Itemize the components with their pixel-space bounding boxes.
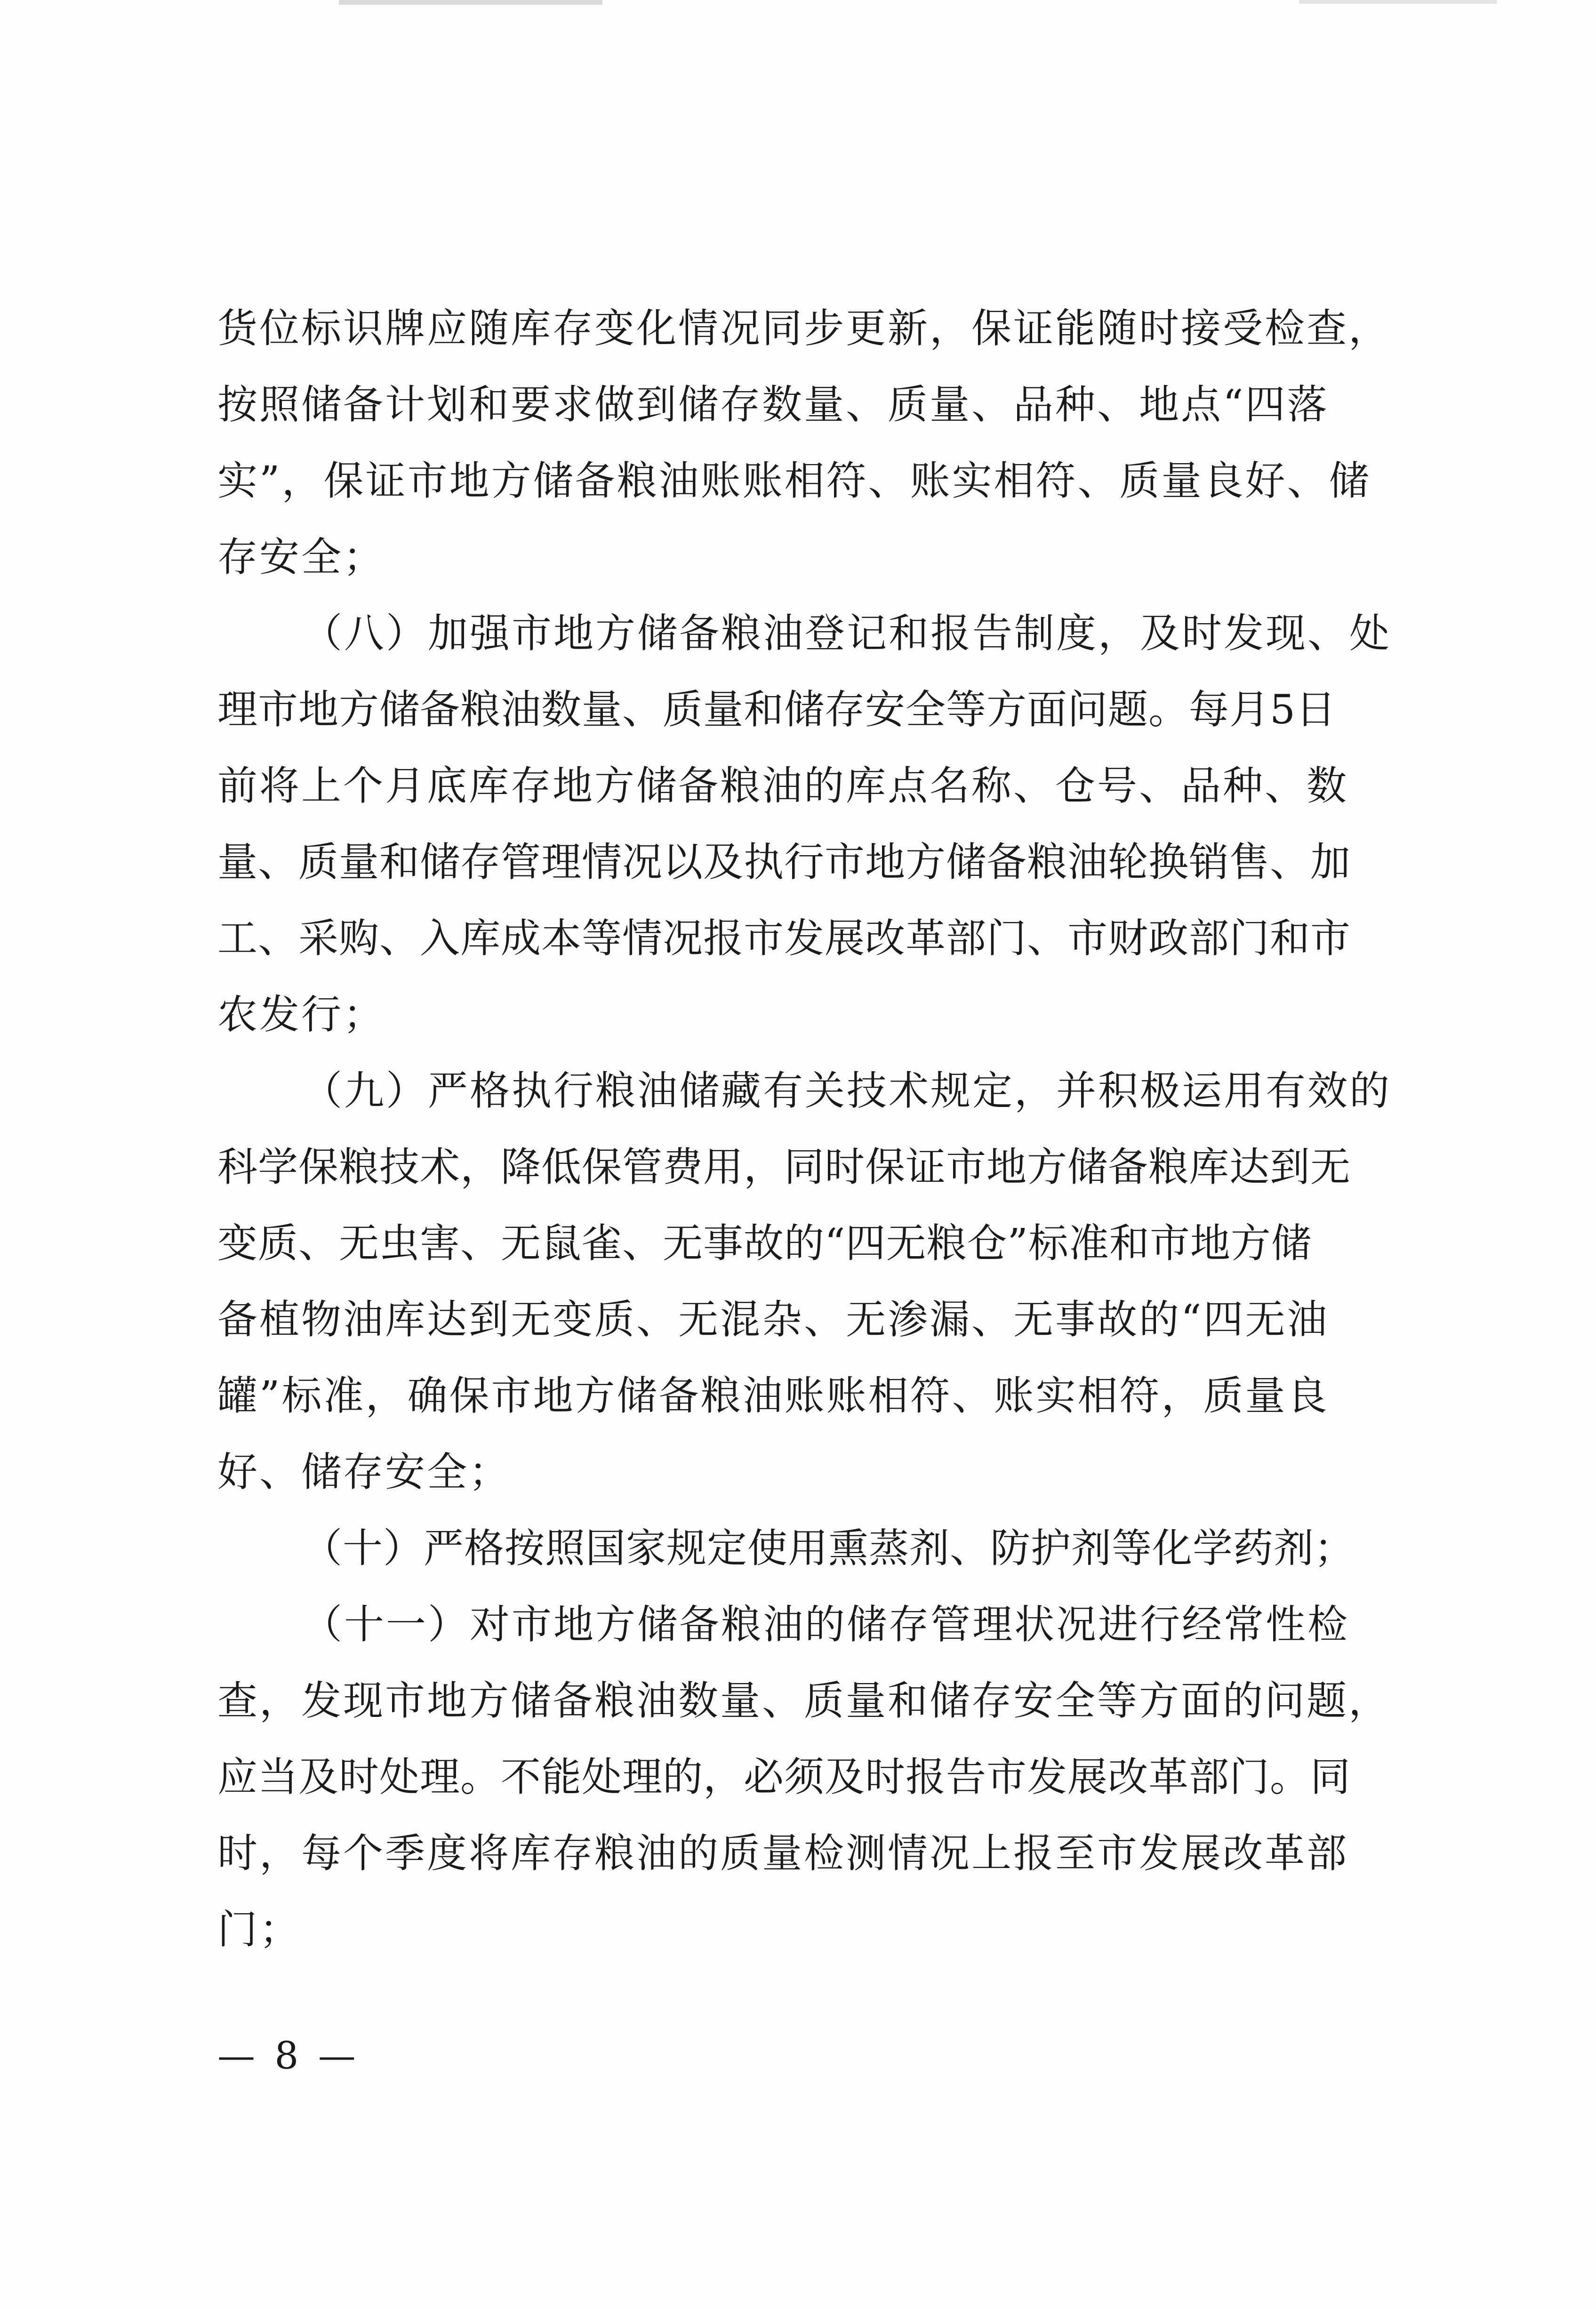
text-line: 应当及时处理。不能处理的，必须及时报告市发展改革部门。同 bbox=[217, 1754, 1351, 1801]
text-line: 农发行； bbox=[217, 992, 385, 1038]
paragraph-start-10: （十）严格按照国家规定使用熏蒸剂、防护剂等化学药剂； bbox=[302, 1525, 1355, 1572]
text-line: 前将上个月底库存地方储备粮油的库点名称、仓号、品种、数 bbox=[217, 763, 1349, 810]
text-line: 实”，保证市地方储备粮油账账相符、账实相符、质量良好、储 bbox=[217, 458, 1371, 505]
paragraph-start-9: （九）严格执行粮油储藏有关技术规定，并积极运用有效的 bbox=[302, 1068, 1392, 1114]
scan-edge-mark bbox=[339, 0, 602, 5]
text-line: 门； bbox=[217, 1907, 302, 1953]
text-line: 好、储存安全； bbox=[217, 1449, 511, 1496]
text-line: 查，发现市地方储备粮油数量、质量和储存安全等方面的问题， bbox=[217, 1678, 1391, 1724]
text-line: 罐”标准，确保市地方储备粮油账账相符、账实相符，质量良 bbox=[217, 1373, 1329, 1419]
text-line: 变质、无虫害、无鼠雀、无事故的“四无粮仓”标准和市地方储 bbox=[217, 1220, 1312, 1267]
scan-edge-mark bbox=[1299, 0, 1497, 4]
text-line: 存安全； bbox=[217, 534, 385, 581]
text-line: 备植物油库达到无变质、无混杂、无渗漏、无事故的“四无油 bbox=[217, 1297, 1329, 1343]
paragraph-start-11: （十一）对市地方储备粮油的储存管理状况进行经常性检 bbox=[302, 1602, 1350, 1648]
text-line: 时，每个季度将库存粮油的质量检测情况上报至市发展改革部 bbox=[217, 1830, 1349, 1877]
page-number: — 8 — bbox=[217, 2034, 360, 2077]
text-line: 科学保粮技术，降低保管费用，同时保证市地方储备粮库达到无 bbox=[217, 1144, 1351, 1191]
text-line: 工、采购、入库成本等情况报市发展改革部门、市财政部门和市 bbox=[217, 915, 1351, 962]
text-line: 量、质量和储存管理情况以及执行市地方储备粮油轮换销售、加 bbox=[217, 839, 1351, 886]
text-line: 按照储备计划和要求做到储存数量、质量、品种、地点“四落 bbox=[217, 382, 1329, 428]
paragraph-start-8: （八）加强市地方储备粮油登记和报告制度，及时发现、处 bbox=[302, 610, 1392, 657]
text-line: 货位标识牌应随库存变化情况同步更新，保证能随时接受检查， bbox=[217, 305, 1391, 352]
body-text bbox=[217, 291, 1392, 1968]
text-line: 理市地方储备粮油数量、质量和储存安全等方面问题。每月5日 bbox=[217, 687, 1337, 733]
